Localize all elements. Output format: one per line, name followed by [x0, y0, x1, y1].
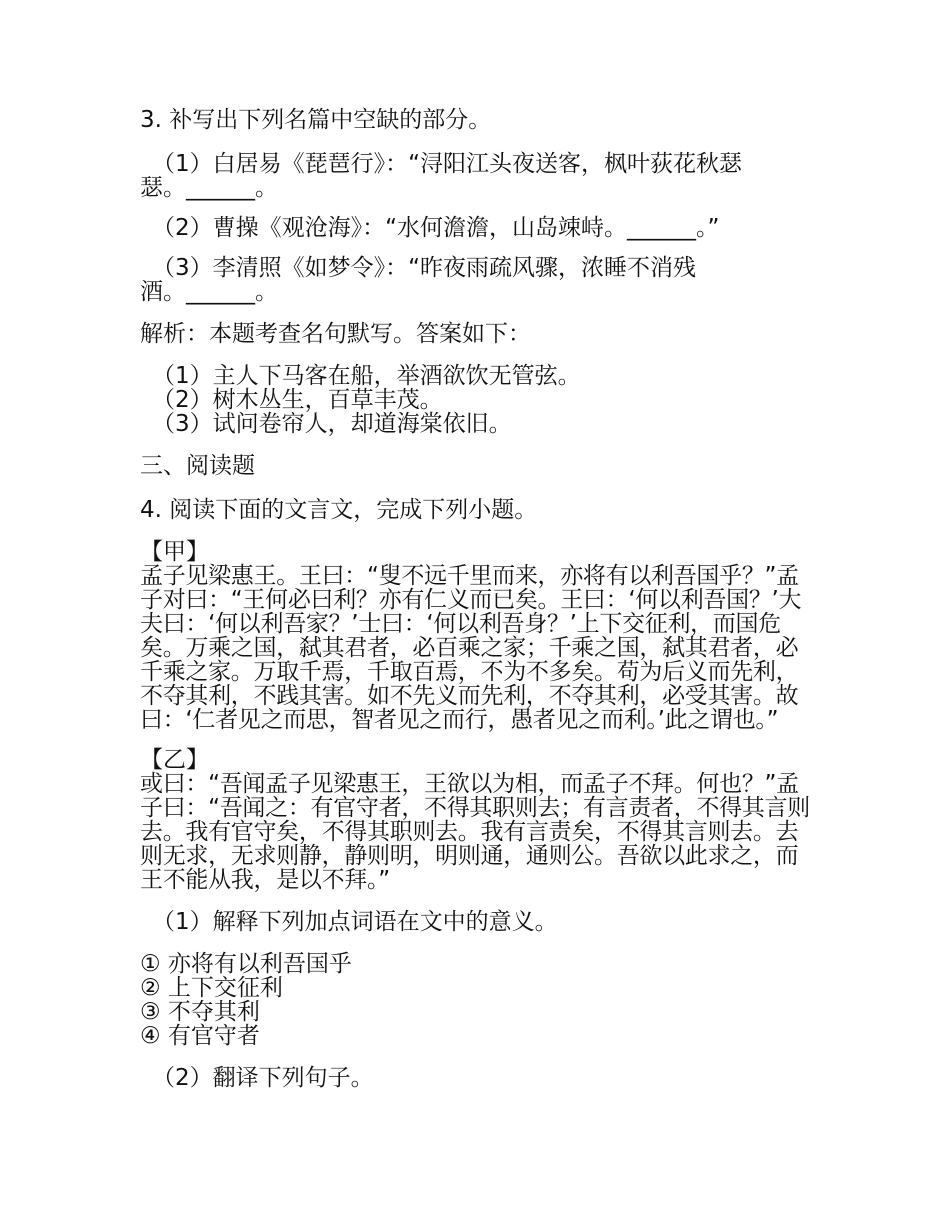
word-item: ① 亦将有以利吾国乎	[140, 951, 352, 977]
passage-yi-text: 或曰：“吾闻孟子见梁惠王，王欲以为相，而孟子不拜。何也？”孟子曰：“吾闻之：有官守者，不得其职则去；有言责者，不得其言则去。我有官守矣，不得其职则去。我有言责矣，不得其言则去。去则无求，无求则静，静则明，明则通，通则公。吾欲以此求之，而王不能从我，是以不拜。”	[140, 771, 810, 893]
passage-jia	[140, 540, 812, 732]
question-3-item-2	[140, 216, 812, 240]
passage-yi-label: 【乙】	[140, 747, 209, 773]
item-1-line-2: 瑟。______。	[140, 175, 278, 201]
question-3-item-1	[140, 152, 812, 200]
word-list	[140, 952, 812, 1048]
question-3-item-3	[140, 256, 812, 304]
section-title: 三、阅读题	[140, 453, 255, 479]
question-4-title: 4. 阅读下面的文言文，完成下列小题。	[140, 497, 538, 523]
word-item: ③ 不夺其利	[140, 999, 260, 1025]
item-1-line-1: （1）白居易《琵琶行》：“浔阳江头夜送客，枫叶荻花秋瑟	[152, 151, 743, 177]
answer-item: （1）主人下马客在船，举酒欲饮无管弦。	[152, 363, 581, 389]
answer-item: （2）树木丛生，百草丰茂。	[152, 387, 443, 413]
answer-item: （3）试问卷帘人，却道海棠依旧。	[152, 411, 512, 437]
word-item: ④ 有官守者	[140, 1023, 260, 1049]
passage-yi	[140, 748, 812, 892]
answer-list	[140, 364, 812, 436]
document-page	[140, 100, 812, 1108]
sub-question-1: （1）解释下列加点词语在文中的意义。	[152, 909, 558, 935]
item-3-line-2: 酒。______。	[140, 279, 278, 305]
item-2-line: （2）曹操《观沧海》：“水何澹澹，山岛竦峙。______。”	[152, 215, 720, 241]
item-3-line-1: （3）李清照《如梦令》：“昨夜雨疏风骤，浓睡不消残	[152, 255, 697, 281]
analysis-line: 解析：本题考查名句默写。答案如下：	[140, 321, 531, 347]
word-item: ② 上下交征利	[140, 975, 283, 1001]
passage-jia-label: 【甲】	[140, 539, 209, 565]
sub-question-2: （2）翻译下列句子。	[152, 1065, 374, 1091]
question-3-title: 3. 补写出下列名篇中空缺的部分。	[140, 107, 492, 133]
passage-jia-text: 孟子见梁惠王。王曰：“叟不远千里而来，亦将有以利吾国乎？”孟子对曰：“王何必曰利？亦有仁义而已矣。王曰：‘何以利吾国？’大夫曰：‘何以利吾家？’士曰：‘何以利吾身？’上下交征利，而国危矣。万乘之国，弑其君者，必百乘之家；千乘之国，弑其君者，必千乘之家。万取千焉，千取百焉，不为不多矣。苟为后义而先利，不夺其利，不践其害。如不先义而先利，不夺其利，必受其害。故曰：‘仁者见之而思，智者见之而行，愚者见之而利。’此之谓也。”	[140, 563, 802, 733]
